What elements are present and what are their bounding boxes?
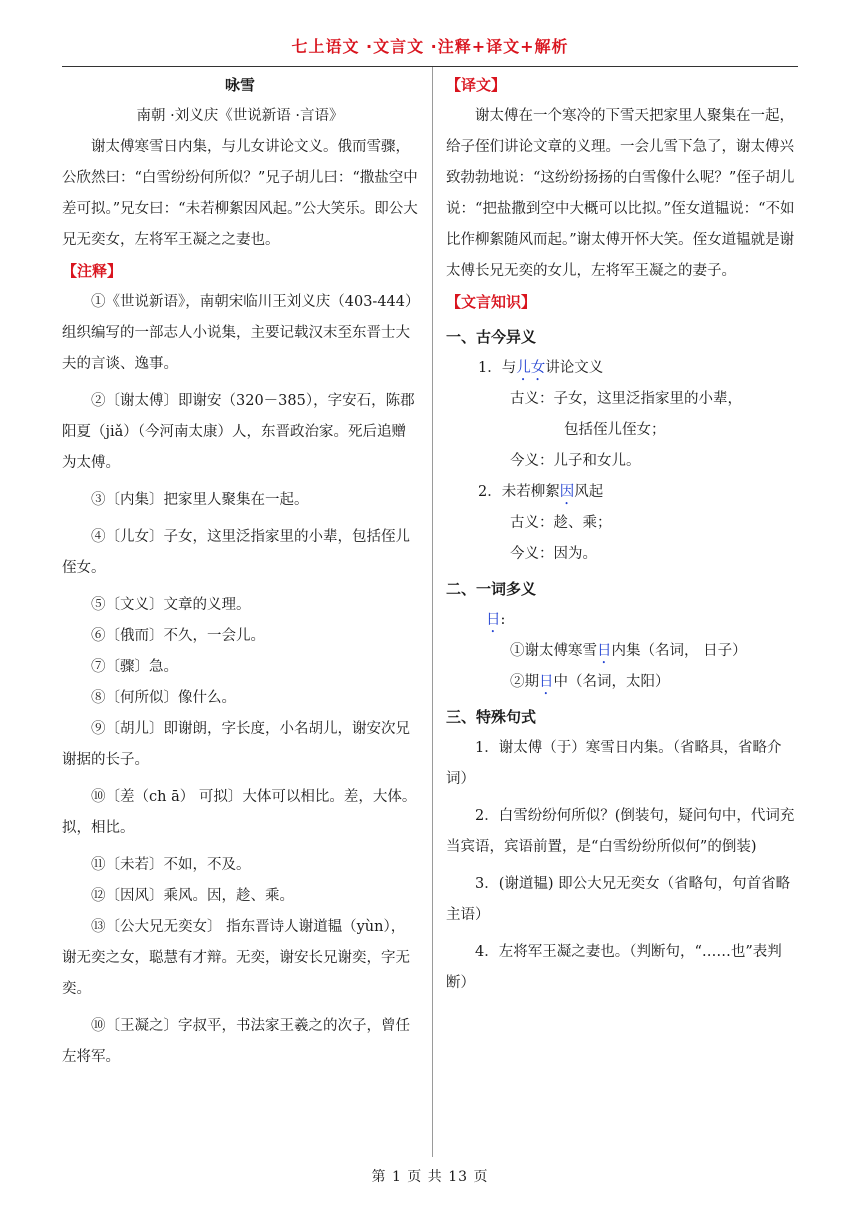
page-footer: 第 1 页 共 13 页	[371, 1169, 489, 1185]
key-word: 儿女	[516, 360, 546, 376]
sentence-item: 1．谢太傅（于）寒雪日内集。（省略具，省略介词）	[446, 740, 782, 787]
note-item: ③〔内集〕把家里人聚集在一起。	[91, 492, 309, 508]
original-text: 谢太傅寒雪日内集，与儿女讲论文义。俄而雪骤，公欣然曰：“白雪纷纷何所似？”兄子胡儿曰：“撒盐空中差可拟。”兄女曰：“未若柳絮因风起。”公大笑乐。即公大兄无奕女，左将军王凝之之妻也。	[62, 139, 418, 248]
example-item	[446, 477, 800, 508]
example-prefix: ①谢太傅寒雪	[510, 643, 597, 659]
example-item	[446, 636, 800, 667]
key-word: 日	[539, 674, 554, 690]
note-item: ⑧〔何所似〕像什么。	[91, 690, 236, 706]
header-divider	[62, 66, 798, 67]
ancient-meaning: 古义：趁、乘；	[510, 515, 612, 531]
page-header-title: 七上语文 ·文言文 ·注释+译文+解析	[291, 37, 569, 56]
sentence-item: 3．(谢道韫) 即公大兄无奕女（省略句，句首省略主语）	[446, 876, 791, 923]
example-item	[446, 667, 800, 698]
note-item: ⑦〔骤〕急。	[91, 659, 178, 675]
example-prefix: 2．未若柳絮	[478, 484, 560, 500]
example-suffix: 讲论文义	[545, 360, 604, 376]
key-word: 日	[597, 643, 612, 659]
note-item: ④〔儿女〕子女，这里泛指家里的小辈，包括侄儿侄女。	[62, 529, 410, 576]
polysemy-word	[446, 605, 800, 636]
example-suffix: 中（名词，太阳）	[553, 674, 670, 690]
note-item: ②〔谢太傅〕即谢安（320－385），字安石，陈郡阳夏（jiǎ）（今河南太康）人，东晋政治家。死后追赠为太傅。	[62, 393, 415, 471]
example-prefix: 1．与	[478, 360, 517, 376]
modern-meaning: 今义：因为。	[510, 546, 597, 562]
poem-title: 咏雪	[224, 76, 255, 94]
note-item: ⑩〔差（ch ā） 可拟〕大体可以相比。差，大体。拟，相比。	[62, 789, 417, 836]
right-column	[446, 70, 800, 999]
colon: :	[500, 612, 506, 628]
translation-heading: 【译文】	[446, 76, 507, 94]
modern-meaning: 今义：儿子和女儿。	[510, 453, 641, 469]
section-heading: 二、一词多义	[446, 580, 537, 598]
note-item: ⑫〔因风〕乘风。因，趁、乘。	[91, 888, 294, 904]
note-item: ⑤〔文义〕文章的义理。	[91, 597, 251, 613]
key-word: 日	[486, 612, 501, 628]
key-word: 因	[559, 484, 575, 500]
sentence-item: 2．白雪纷纷何所似？(倒装句，疑问句中，代词充当宾语，宾语前置，是“白雪纷纷所似何”的倒装)	[446, 808, 795, 855]
note-item: ①《世说新语》，南朝宋临川王刘义庆（403-444）组织编写的一部志人小说集，主要记载汉末至东晋士大夫的言谈、逸事。	[62, 294, 413, 372]
note-item: ⑥〔俄而〕不久，一会儿。	[91, 628, 265, 644]
note-item: ⑩〔王凝之〕字叔平，书法家王羲之的次子，曾任左将军。	[62, 1018, 410, 1065]
example-suffix: 内集（名词， 日子）	[611, 643, 747, 659]
ancient-meaning-cont: 包括侄儿侄女；	[564, 422, 666, 438]
note-item: ⑬〔公大兄无奕女〕 指东晋诗人谢道韫（yùn），谢无奕之女，聪慧有才辩。无奕，谢安长兄谢奕，字无奕。	[62, 919, 410, 997]
note-item: ⑨〔胡儿〕即谢朗，字长度，小名胡儿，谢安次兄谢据的长子。	[62, 721, 410, 768]
left-column	[62, 70, 418, 1073]
section-heading: 一、古今异义	[446, 328, 537, 346]
example-suffix: 风起	[574, 484, 604, 500]
poem-author: 南朝 ·刘义庆《世说新语 ·言语》	[136, 108, 344, 124]
example-item	[446, 353, 800, 384]
example-prefix: ②期	[510, 674, 539, 690]
ancient-meaning: 古义：子女，这里泛指家里的小辈，	[510, 391, 742, 407]
knowledge-heading: 【文言知识】	[446, 293, 537, 311]
sentence-item: 4．左将军王凝之妻也。（判断句，“……也”表判断）	[446, 944, 782, 991]
section-heading: 三、特殊句式	[446, 708, 537, 726]
notes-heading: 【注释】	[62, 262, 123, 280]
translation-text: 谢太傅在一个寒冷的下雪天把家里人聚集在一起，给子侄们讲论文章的义理。一会儿雪下急了，谢太傅兴致勃勃地说：“这纷纷扬扬的白雪像什么呢？”侄子胡儿说：“把盐撒到空中大概可以比拟。”侄女道韫说：“不如比作柳絮随风而起。”谢太傅开怀大笑。侄女道韫就是谢太傅长兄无奕的女儿，左将军王凝之的妻子。	[446, 108, 795, 279]
note-item: ⑪〔未若〕不如，不及。	[91, 857, 251, 873]
column-divider	[432, 67, 433, 1157]
